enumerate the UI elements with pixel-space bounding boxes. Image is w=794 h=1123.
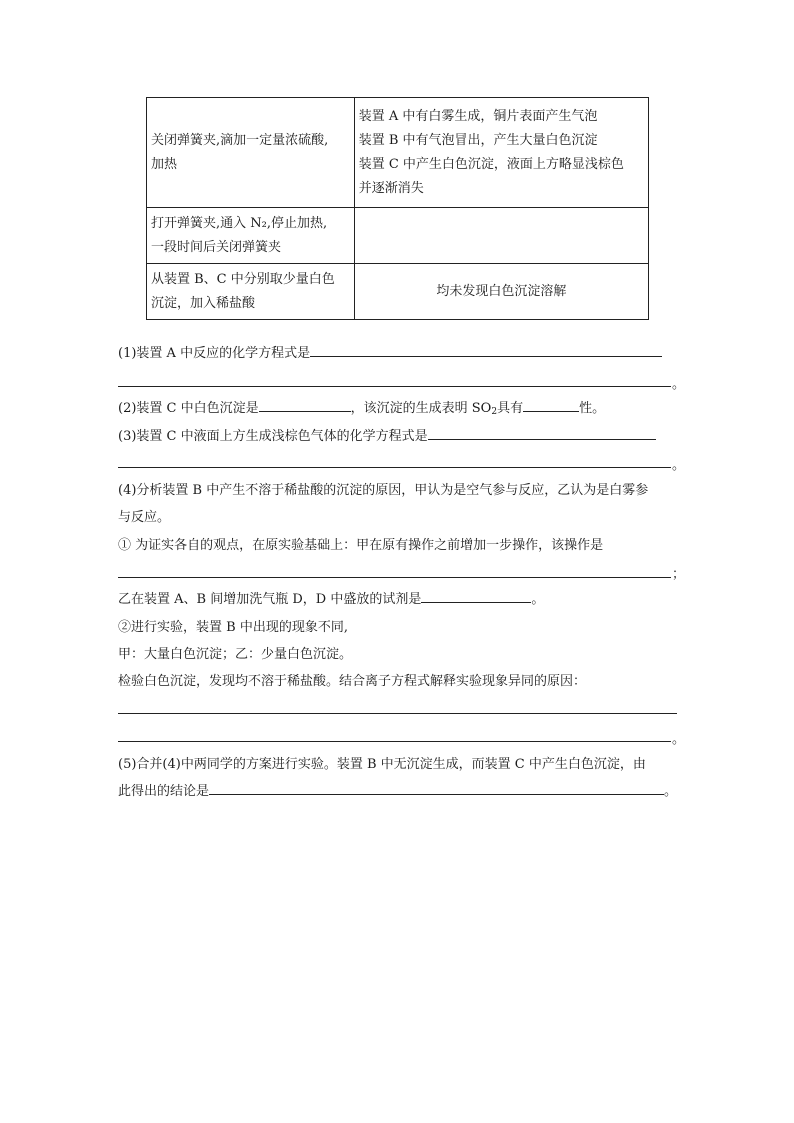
- question-4-1: [118, 532, 678, 559]
- question-text: 此得出的结论是: [118, 784, 210, 799]
- table-cell-observation: [354, 98, 648, 208]
- question-text: ②进行实验，装置 B 中出现的现象不同,: [118, 620, 348, 635]
- question-text: (4)分析装置 B 中产生不溶于稀盐酸的沉淀的原因，甲认为是空气参与反应，乙认为是白雾参: [118, 483, 649, 498]
- table-cell-observation-empty: [354, 208, 648, 264]
- cell-line: 打开弹簧夹,通入 N₂,停止加热,: [151, 215, 328, 231]
- question-5-line-1: [118, 751, 678, 778]
- period-mark: 。: [672, 377, 686, 392]
- answer-blank[interactable]: [310, 340, 662, 357]
- answer-blank[interactable]: [118, 467, 671, 468]
- table-cell-observation: [354, 264, 648, 320]
- period-mark: 。: [672, 458, 686, 473]
- question-text: 具有: [497, 401, 524, 416]
- cell-line: 装置 C 中产生白色沉淀，液面上方略显浅棕色: [358, 156, 624, 172]
- cell-line: 装置 B 中有气泡冒出，产生大量白色沉淀: [358, 132, 598, 148]
- answer-blank[interactable]: [118, 577, 671, 578]
- question-4-check: [118, 668, 678, 695]
- question-1: [118, 340, 678, 367]
- question-text: 性。: [579, 401, 606, 416]
- question-4-jia: [118, 641, 678, 668]
- cell-line: 装置 A 中有白雾生成，铜片表面产生气泡: [358, 108, 598, 124]
- cell-line: 加热: [151, 156, 178, 172]
- table-cell-operation: [147, 208, 355, 264]
- question-5-line-2: [118, 778, 678, 805]
- question-3: [118, 423, 678, 450]
- cell-line: 关闭弹簧夹,滴加一定量浓硫酸,: [151, 132, 329, 148]
- cell-line: 从装置 B、C 中分别取少量白色: [151, 271, 335, 287]
- table-row: [147, 98, 649, 208]
- period-mark: 。: [664, 784, 678, 799]
- answer-blank[interactable]: [118, 386, 671, 387]
- question-text: 检验白色沉淀，发现均不溶于稀盐酸。结合离子方程式解释实验现象异同的原因：: [118, 674, 587, 689]
- question-text: ① 为证实各自的观点，在原实验基础上：甲在原有操作之前增加一步操作，该操作是: [118, 538, 604, 553]
- question-text: (3)装置 C 中液面上方生成浅棕色气体的化学方程式是: [118, 429, 428, 444]
- question-4-yi: [118, 586, 678, 613]
- period-mark: 。: [531, 592, 545, 607]
- subscript: 2: [491, 407, 498, 417]
- question-text: 乙在装置 A、B 间增加洗气瓶 D，D 中盛放的试剂是: [118, 592, 422, 607]
- cell-line: 并逐渐消失: [358, 180, 424, 196]
- answer-blank[interactable]: [118, 713, 677, 714]
- cell-line: 一段时间后关闭弹簧夹: [151, 239, 282, 255]
- question-text: (5)合并(4)中两同学的方案进行实验。装置 B 中无沉淀生成，而装置 C 中产生白色沉淀，由: [118, 757, 646, 772]
- question-4-2: [118, 614, 678, 641]
- answer-blank[interactable]: [209, 778, 664, 795]
- answer-blank[interactable]: [118, 741, 671, 742]
- cell-line: 均未发现白色沉淀溶解: [436, 283, 567, 299]
- period-mark: 。: [672, 732, 686, 747]
- answer-blank[interactable]: [421, 586, 531, 603]
- question-text: ，该沉淀的生成表明 SO: [350, 401, 492, 416]
- question-4-line-1: [118, 477, 678, 504]
- answer-blank[interactable]: [259, 395, 351, 412]
- experiment-table: [146, 97, 649, 320]
- cell-line: 沉淀，加入稀盐酸: [151, 295, 256, 311]
- question-4-line-2: [118, 504, 678, 531]
- table-cell-operation: [147, 98, 355, 208]
- question-2: [118, 395, 678, 422]
- question-text: (2)装置 C 中白色沉淀是: [118, 401, 259, 416]
- question-text: (1)装置 A 中反应的化学方程式是: [118, 346, 311, 361]
- semicolon-mark: ；: [672, 567, 686, 582]
- answer-blank[interactable]: [428, 423, 656, 440]
- question-text: 甲：大量白色沉淀；乙：少量白色沉淀。: [118, 647, 353, 662]
- table-row: [147, 208, 649, 264]
- question-text: 与反应。: [118, 510, 171, 525]
- answer-blank[interactable]: [523, 395, 579, 412]
- table-row: [147, 264, 649, 320]
- table-cell-operation: [147, 264, 355, 320]
